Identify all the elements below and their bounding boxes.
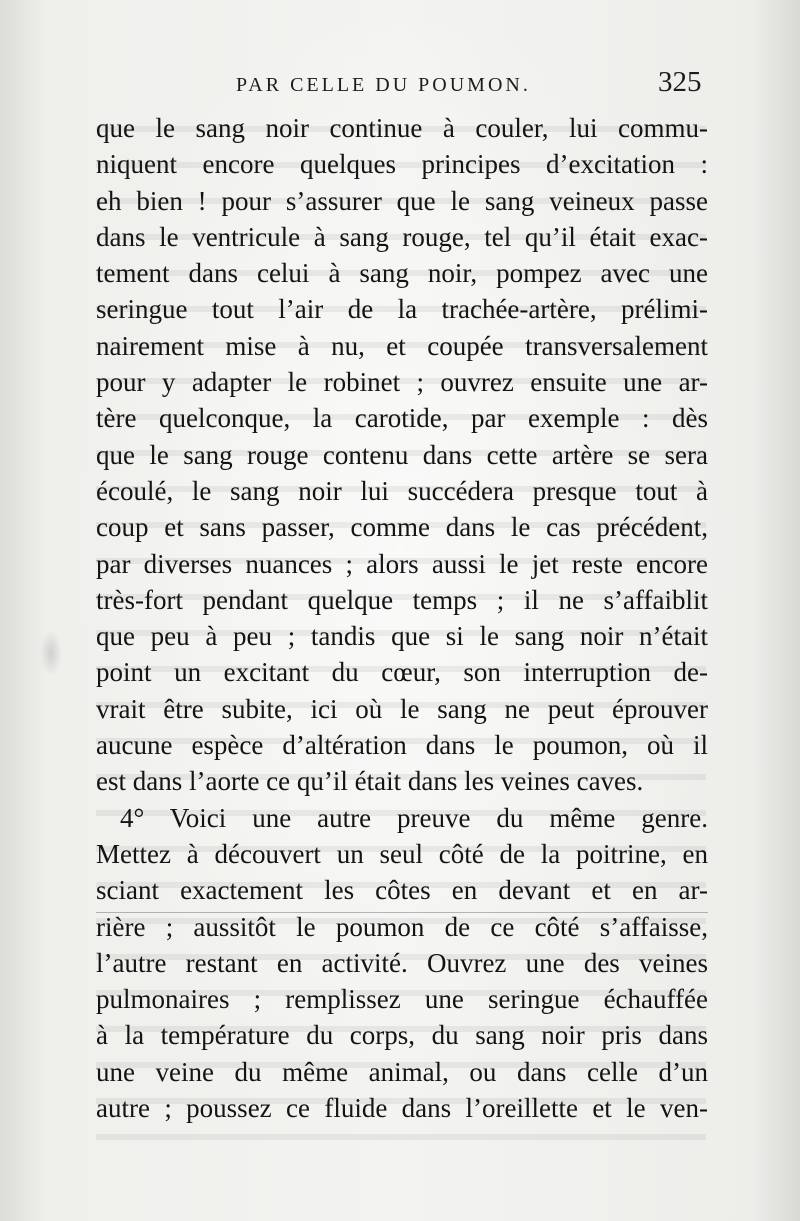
text-line: par diverses nuances ; alors aussi le jet reste encore (96, 548, 708, 579)
text-line: une veine du même animal, ou dans celle d’un (96, 1056, 708, 1087)
text-line: niquent encore quelques principes d’excitation : (96, 149, 708, 180)
text-line: écoulé, le sang noir lui succédera presque tout à (96, 475, 708, 506)
text-line: tement dans celui à sang noir, pompez avec une (96, 258, 708, 289)
page-smudge (40, 630, 62, 676)
text-line: nairement mise à nu, et coupée transversalement (96, 330, 708, 361)
text-line: point un excitant du cœur, son interruption de- (96, 657, 708, 688)
text-line: à la température du corps, du sang noir pris dans (96, 1020, 708, 1051)
text-line: dans le ventricule à sang rouge, tel qu’il était exac- (96, 221, 708, 252)
text-line: pulmonaires ; remplissez une seringue échauffée (96, 984, 708, 1015)
text-line: sciant exactement les côtes en devant et en ar- (96, 875, 708, 906)
text-line: tère quelconque, la carotide, par exemple : dès (96, 403, 708, 434)
page-number: 325 (658, 66, 702, 98)
paragraph-start-line: 4° Voici une autre preuve du même genre. (120, 802, 708, 833)
text-line: l’autre restant en activité. Ouvrez une des veines (96, 947, 708, 978)
text-line: coup et sans passer, comme dans le cas précédent, (96, 512, 708, 543)
text-line: est dans l’aorte ce qu’il était dans les veines caves. (96, 766, 644, 797)
text-line: pour y adapter le robinet ; ouvrez ensuite une ar- (96, 367, 708, 398)
running-title: PAR CELLE DU POUMON. (236, 74, 531, 96)
text-line: que le sang noir continue à couler, lui commu- (96, 113, 708, 143)
show-through-rule (96, 912, 708, 913)
text-line: très-fort pendant quelque temps ; il ne s’affaiblit (96, 584, 708, 615)
text-line: eh bien ! pour s’assurer que le sang veineux passe (96, 185, 708, 216)
text-line: aucune espèce d’altération dans le poumon, où il (96, 730, 708, 761)
text-line: autre ; poussez ce fluide dans l’oreillette et le ven- (96, 1093, 708, 1124)
text-line: vrait être subite, ici où le sang ne peut éprouver (96, 693, 708, 724)
text-line: rière ; aussitôt le poumon de ce côté s’affaisse, (96, 911, 708, 942)
text-line: que peu à peu ; tandis que si le sang noir n’était (96, 621, 708, 652)
text-line: seringue tout l’air de la trachée-artère, prélimi- (96, 294, 708, 325)
text-line: que le sang rouge contenu dans cette artère se sera (96, 439, 708, 470)
text-line: Mettez à découvert un seul côté de la poitrine, en (96, 838, 708, 869)
body-text (96, 110, 708, 1126)
